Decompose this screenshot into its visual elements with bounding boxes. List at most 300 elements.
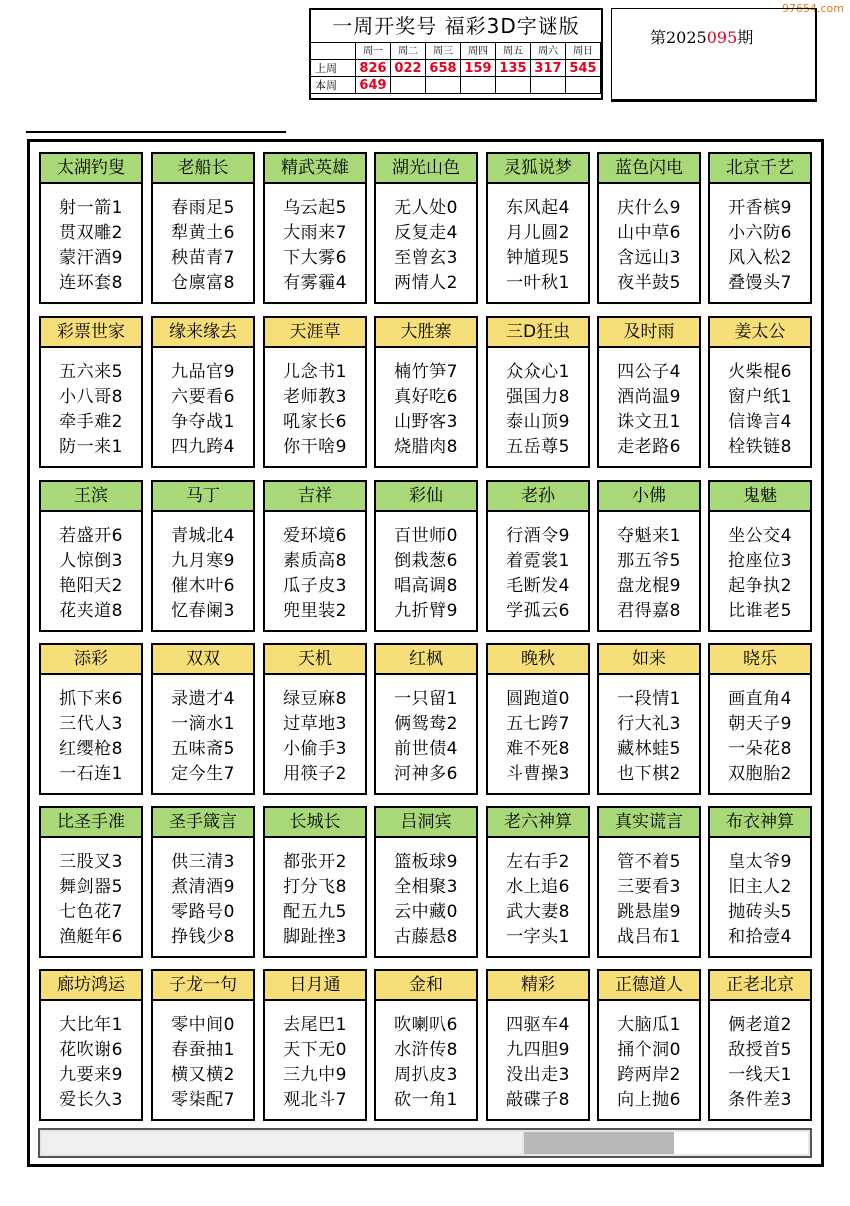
day-header: 周二 bbox=[391, 43, 426, 60]
riddle-line: 大脑瓜1 bbox=[617, 1015, 681, 1035]
riddle-line: 抛砖头5 bbox=[728, 902, 792, 922]
last-week-number: 826 bbox=[356, 60, 391, 77]
riddle-line: 防一来1 bbox=[59, 437, 123, 457]
riddle-line: 行大礼3 bbox=[617, 714, 681, 734]
puzzle-cell bbox=[708, 969, 812, 1121]
weekly-draw-table bbox=[309, 8, 603, 100]
cell-title: 王滨 bbox=[41, 482, 141, 512]
riddle-line: 捅个洞0 bbox=[617, 1040, 681, 1060]
riddle-line: 抓下来6 bbox=[59, 689, 123, 709]
cell-title: 湖光山色 bbox=[376, 154, 476, 184]
cell-items bbox=[376, 512, 476, 624]
riddle-line: 管不着5 bbox=[617, 852, 681, 872]
cell-items bbox=[710, 184, 810, 296]
this-week-number bbox=[531, 77, 566, 94]
riddle-line: 和拾壹4 bbox=[728, 927, 792, 947]
riddle-line: 下大雾6 bbox=[283, 248, 347, 268]
riddle-line: 一叶秋1 bbox=[506, 273, 570, 293]
this-week-number bbox=[566, 77, 601, 94]
cell-title: 北京千艺 bbox=[710, 154, 810, 184]
puzzle-cell bbox=[374, 806, 478, 958]
cell-items bbox=[376, 184, 476, 296]
footer-white-panel bbox=[674, 1132, 808, 1154]
puzzle-cell bbox=[597, 806, 701, 958]
watermark: 97654.com bbox=[782, 2, 844, 15]
footer-light-panel bbox=[42, 1132, 522, 1154]
riddle-line: 强国力8 bbox=[506, 387, 570, 407]
riddle-line: 河神多6 bbox=[394, 764, 458, 784]
riddle-line: 行酒令9 bbox=[506, 526, 570, 546]
riddle-line: 诛文丑1 bbox=[617, 412, 681, 432]
puzzle-cell bbox=[263, 643, 367, 795]
puzzle-cell bbox=[263, 316, 367, 468]
puzzle-cell bbox=[39, 316, 143, 468]
riddle-line: 五岳尊5 bbox=[506, 437, 570, 457]
riddle-line: 跳悬崖9 bbox=[617, 902, 681, 922]
cell-items bbox=[153, 675, 253, 787]
riddle-line: 楠竹笋7 bbox=[394, 362, 458, 382]
cell-items bbox=[153, 348, 253, 460]
riddle-line: 山野客3 bbox=[394, 412, 458, 432]
riddle-line: 三要看3 bbox=[617, 877, 681, 897]
cell-items bbox=[376, 675, 476, 787]
riddle-line: 信谗言4 bbox=[728, 412, 792, 432]
this-week-number bbox=[391, 77, 426, 94]
last-week-label: 上周 bbox=[311, 60, 356, 77]
riddle-line: 春蚕抽1 bbox=[171, 1040, 235, 1060]
cell-title: 彩仙 bbox=[376, 482, 476, 512]
day-header: 周六 bbox=[531, 43, 566, 60]
riddle-line: 过草地3 bbox=[283, 714, 347, 734]
cell-items bbox=[376, 1001, 476, 1113]
cell-title: 晚秋 bbox=[488, 645, 588, 675]
this-week-number bbox=[461, 77, 496, 94]
riddle-line: 武大妻8 bbox=[506, 902, 570, 922]
riddle-line: 学孤云6 bbox=[506, 601, 570, 621]
puzzle-cell bbox=[597, 152, 701, 304]
cell-items bbox=[599, 838, 699, 950]
cell-items bbox=[376, 838, 476, 950]
riddle-line: 着霓裳1 bbox=[506, 551, 570, 571]
riddle-line: 篮板球9 bbox=[394, 852, 458, 872]
cell-items bbox=[488, 184, 588, 296]
riddle-line: 左右手2 bbox=[506, 852, 570, 872]
cell-items bbox=[488, 348, 588, 460]
footer-gray-panel bbox=[524, 1132, 674, 1154]
cell-items bbox=[41, 675, 141, 787]
cell-title: 彩票世家 bbox=[41, 318, 141, 348]
riddle-line: 月儿圆2 bbox=[506, 223, 570, 243]
riddle-line: 老师教3 bbox=[283, 387, 347, 407]
cell-items bbox=[599, 1001, 699, 1113]
riddle-line: 开香槟9 bbox=[728, 198, 792, 218]
riddle-line: 舞剑器5 bbox=[59, 877, 123, 897]
riddle-line: 酒尚温9 bbox=[617, 387, 681, 407]
riddle-line: 庆什么9 bbox=[617, 198, 681, 218]
riddle-line: 风入松2 bbox=[728, 248, 792, 268]
riddle-line: 你干啥9 bbox=[283, 437, 347, 457]
riddle-line: 煮清酒9 bbox=[171, 877, 235, 897]
riddle-line: 定今生7 bbox=[171, 764, 235, 784]
puzzle-cell bbox=[708, 643, 812, 795]
riddle-line: 起争执2 bbox=[728, 576, 792, 596]
cell-items bbox=[41, 512, 141, 624]
riddle-line: 青城北4 bbox=[171, 526, 235, 546]
riddle-line: 夺魁来1 bbox=[617, 526, 681, 546]
day-header: 周四 bbox=[461, 43, 496, 60]
cell-items bbox=[41, 184, 141, 296]
cell-title: 正德道人 bbox=[599, 971, 699, 1001]
riddle-line: 录遗才4 bbox=[171, 689, 235, 709]
cell-items bbox=[710, 1001, 810, 1113]
puzzle-cell bbox=[151, 806, 255, 958]
puzzle-cell bbox=[486, 316, 590, 468]
cell-title: 太湖钓叟 bbox=[41, 154, 141, 184]
riddle-line: 横又横2 bbox=[171, 1065, 235, 1085]
cell-items bbox=[153, 838, 253, 950]
cell-items bbox=[710, 512, 810, 624]
riddle-line: 乌云起5 bbox=[283, 198, 347, 218]
riddle-line: 五七跨7 bbox=[506, 714, 570, 734]
riddle-line: 水上追6 bbox=[506, 877, 570, 897]
riddle-line: 周扒皮3 bbox=[394, 1065, 458, 1085]
cell-items bbox=[599, 348, 699, 460]
riddle-line: 绿豆麻8 bbox=[283, 689, 347, 709]
cell-title: 精武英雄 bbox=[265, 154, 365, 184]
riddle-line: 栓铁链8 bbox=[728, 437, 792, 457]
riddle-line: 九品官9 bbox=[171, 362, 235, 382]
riddle-line: 人惊倒3 bbox=[59, 551, 123, 571]
cell-items bbox=[599, 675, 699, 787]
riddle-line: 一字头1 bbox=[506, 927, 570, 947]
cell-items bbox=[488, 512, 588, 624]
riddle-line: 一石连1 bbox=[59, 764, 123, 784]
riddle-line: 四九跨4 bbox=[171, 437, 235, 457]
cell-title: 姜太公 bbox=[710, 318, 810, 348]
riddle-line: 零路号0 bbox=[171, 902, 235, 922]
riddle-line: 六要看6 bbox=[171, 387, 235, 407]
cell-title: 蓝色闪电 bbox=[599, 154, 699, 184]
riddle-line: 配五九5 bbox=[283, 902, 347, 922]
riddle-line: 至曾玄3 bbox=[394, 248, 458, 268]
cell-title: 红枫 bbox=[376, 645, 476, 675]
riddle-line: 条件差3 bbox=[728, 1090, 792, 1110]
cell-title: 天机 bbox=[265, 645, 365, 675]
riddle-line: 难不死8 bbox=[506, 739, 570, 759]
riddle-line: 窗户纸1 bbox=[728, 387, 792, 407]
cell-items bbox=[153, 184, 253, 296]
riddle-line: 全相聚3 bbox=[394, 877, 458, 897]
riddle-line: 一朵花8 bbox=[728, 739, 792, 759]
puzzle-cell bbox=[597, 969, 701, 1121]
cell-items bbox=[599, 512, 699, 624]
cell-items bbox=[488, 1001, 588, 1113]
riddle-line: 双胞胎2 bbox=[728, 764, 792, 784]
period-box bbox=[611, 8, 817, 102]
this-week-label: 本周 bbox=[311, 77, 356, 94]
cell-items bbox=[41, 1001, 141, 1113]
cell-title: 精彩 bbox=[488, 971, 588, 1001]
weekly-grid bbox=[311, 43, 601, 94]
riddle-line: 四公子4 bbox=[617, 362, 681, 382]
riddle-line: 用筷子2 bbox=[283, 764, 347, 784]
riddle-line: 蒙汗酒9 bbox=[59, 248, 123, 268]
riddle-line: 藏林蛙5 bbox=[617, 739, 681, 759]
this-week-number bbox=[496, 77, 531, 94]
puzzle-cell bbox=[263, 969, 367, 1121]
cell-title: 双双 bbox=[153, 645, 253, 675]
cell-title: 吕洞宾 bbox=[376, 808, 476, 838]
cell-items bbox=[265, 512, 365, 624]
puzzle-cell bbox=[151, 316, 255, 468]
footer-bar bbox=[38, 1128, 812, 1158]
riddle-line: 真好吃6 bbox=[394, 387, 458, 407]
riddle-line: 倒栽葱6 bbox=[394, 551, 458, 571]
puzzle-cell bbox=[708, 806, 812, 958]
puzzle-cell bbox=[597, 643, 701, 795]
riddle-line: 古藤悬8 bbox=[394, 927, 458, 947]
riddle-line: 犁黄土6 bbox=[171, 223, 235, 243]
cell-title: 老六神算 bbox=[488, 808, 588, 838]
riddle-line: 唱高调8 bbox=[394, 576, 458, 596]
cell-items bbox=[488, 838, 588, 950]
riddle-line: 众众心1 bbox=[506, 362, 570, 382]
riddle-line: 素质高8 bbox=[283, 551, 347, 571]
puzzle-cell bbox=[708, 152, 812, 304]
cell-items bbox=[41, 348, 141, 460]
riddle-line: 无人处0 bbox=[394, 198, 458, 218]
riddle-line: 争夺战1 bbox=[171, 412, 235, 432]
riddle-line: 比谁老5 bbox=[728, 601, 792, 621]
riddle-line: 都张开2 bbox=[283, 852, 347, 872]
riddle-line: 四驱车4 bbox=[506, 1015, 570, 1035]
cell-title: 大胜寨 bbox=[376, 318, 476, 348]
cell-items bbox=[153, 512, 253, 624]
cell-title: 吉祥 bbox=[265, 482, 365, 512]
cell-title: 如来 bbox=[599, 645, 699, 675]
riddle-line: 钟馗现5 bbox=[506, 248, 570, 268]
cell-title: 晓乐 bbox=[710, 645, 810, 675]
cell-title: 比圣手准 bbox=[41, 808, 141, 838]
riddle-line: 百世师0 bbox=[394, 526, 458, 546]
riddle-line: 跨两岸2 bbox=[617, 1065, 681, 1085]
cell-title: 老船长 bbox=[153, 154, 253, 184]
riddle-line: 毛断发4 bbox=[506, 576, 570, 596]
cell-title: 小佛 bbox=[599, 482, 699, 512]
riddle-line: 盘龙棍9 bbox=[617, 576, 681, 596]
cell-title: 正老北京 bbox=[710, 971, 810, 1001]
riddle-line: 吹喇叭6 bbox=[394, 1015, 458, 1035]
riddle-line: 一段情1 bbox=[617, 689, 681, 709]
divider-line bbox=[26, 131, 286, 133]
riddle-line: 花夹道8 bbox=[59, 601, 123, 621]
riddle-line: 朝天子9 bbox=[728, 714, 792, 734]
puzzle-cell bbox=[151, 152, 255, 304]
riddle-line: 含远山3 bbox=[617, 248, 681, 268]
riddle-line: 吼家长6 bbox=[283, 412, 347, 432]
riddle-line: 零中间0 bbox=[171, 1015, 235, 1035]
cell-title: 金和 bbox=[376, 971, 476, 1001]
cell-items bbox=[488, 675, 588, 787]
period-prefix: 第2025 bbox=[650, 28, 707, 47]
riddle-line: 坐公交4 bbox=[728, 526, 792, 546]
puzzle-cell bbox=[486, 643, 590, 795]
period-number: 095 bbox=[706, 28, 738, 47]
last-week-number: 135 bbox=[496, 60, 531, 77]
riddle-line: 贯双雕2 bbox=[59, 223, 123, 243]
puzzle-cell bbox=[486, 806, 590, 958]
riddle-line: 那五爷5 bbox=[617, 551, 681, 571]
riddle-line: 画直角4 bbox=[728, 689, 792, 709]
riddle-line: 九四胆9 bbox=[506, 1040, 570, 1060]
riddle-line: 去尾巴1 bbox=[283, 1015, 347, 1035]
puzzle-cell bbox=[263, 152, 367, 304]
riddle-line: 旧主人2 bbox=[728, 877, 792, 897]
cell-items bbox=[710, 675, 810, 787]
riddle-line: 东风起4 bbox=[506, 198, 570, 218]
riddle-line: 君得嘉8 bbox=[617, 601, 681, 621]
riddle-line: 一只留1 bbox=[394, 689, 458, 709]
header-title: 一周开奖号 福彩3D字谜版 bbox=[311, 10, 601, 43]
puzzle-cell bbox=[374, 316, 478, 468]
cell-title: 子龙一句 bbox=[153, 971, 253, 1001]
riddle-line: 俩老道2 bbox=[728, 1015, 792, 1035]
riddle-line: 催木叶6 bbox=[171, 576, 235, 596]
riddle-line: 水浒传8 bbox=[394, 1040, 458, 1060]
cell-title: 老孙 bbox=[488, 482, 588, 512]
cell-items bbox=[265, 184, 365, 296]
riddle-line: 走老路6 bbox=[617, 437, 681, 457]
cell-title: 添彩 bbox=[41, 645, 141, 675]
cell-items bbox=[41, 838, 141, 950]
riddle-line: 爱环境6 bbox=[283, 526, 347, 546]
cell-items bbox=[265, 348, 365, 460]
day-header: 周五 bbox=[496, 43, 531, 60]
cell-title: 长城长 bbox=[265, 808, 365, 838]
cell-title: 日月通 bbox=[265, 971, 365, 1001]
period-label bbox=[650, 25, 753, 48]
riddle-line: 敲碟子8 bbox=[506, 1090, 570, 1110]
riddle-line: 五六来5 bbox=[59, 362, 123, 382]
riddle-line: 春雨足5 bbox=[171, 198, 235, 218]
puzzle-cell bbox=[374, 969, 478, 1121]
riddle-line: 三九中9 bbox=[283, 1065, 347, 1085]
riddle-line: 秧苗青7 bbox=[171, 248, 235, 268]
riddle-line: 挣钱少8 bbox=[171, 927, 235, 947]
day-header: 周三 bbox=[426, 43, 461, 60]
riddle-line: 忆春阑3 bbox=[171, 601, 235, 621]
cell-title: 布衣神算 bbox=[710, 808, 810, 838]
riddle-line: 小六防6 bbox=[728, 223, 792, 243]
last-week-number: 658 bbox=[426, 60, 461, 77]
riddle-line: 三股叉3 bbox=[59, 852, 123, 872]
riddle-line: 斗曹操3 bbox=[506, 764, 570, 784]
puzzle-cell bbox=[374, 152, 478, 304]
puzzle-cell bbox=[486, 152, 590, 304]
cell-title: 缘来缘去 bbox=[153, 318, 253, 348]
riddle-line: 渔艇年6 bbox=[59, 927, 123, 947]
riddle-line: 山中草6 bbox=[617, 223, 681, 243]
riddle-line: 叠馒头7 bbox=[728, 273, 792, 293]
last-week-number: 545 bbox=[566, 60, 601, 77]
riddle-line: 若盛开6 bbox=[59, 526, 123, 546]
puzzle-grid-frame bbox=[27, 139, 824, 1167]
riddle-line: 有雾霾4 bbox=[283, 273, 347, 293]
riddle-line: 观北斗7 bbox=[283, 1090, 347, 1110]
cell-items bbox=[376, 348, 476, 460]
last-week-number: 159 bbox=[461, 60, 496, 77]
cell-items bbox=[710, 348, 810, 460]
riddle-line: 一线天1 bbox=[728, 1065, 792, 1085]
cell-title: 三D狂虫 bbox=[488, 318, 588, 348]
puzzle-cell bbox=[263, 480, 367, 632]
puzzle-cell bbox=[39, 643, 143, 795]
riddle-line: 两情人2 bbox=[394, 273, 458, 293]
riddle-line: 皇太爷9 bbox=[728, 852, 792, 872]
riddle-line: 连环套8 bbox=[59, 273, 123, 293]
riddle-line: 前世债4 bbox=[394, 739, 458, 759]
riddle-line: 小偷手3 bbox=[283, 739, 347, 759]
riddle-line: 花吹谢6 bbox=[59, 1040, 123, 1060]
riddle-line: 没出走3 bbox=[506, 1065, 570, 1085]
puzzle-cell bbox=[39, 806, 143, 958]
riddle-line: 泰山顶9 bbox=[506, 412, 570, 432]
riddle-line: 向上抛6 bbox=[617, 1090, 681, 1110]
riddle-line: 牵手难2 bbox=[59, 412, 123, 432]
cell-items bbox=[265, 675, 365, 787]
this-week-number: 649 bbox=[356, 77, 391, 94]
riddle-line: 抢座位3 bbox=[728, 551, 792, 571]
riddle-line: 敌授首5 bbox=[728, 1040, 792, 1060]
riddle-line: 艳阳天2 bbox=[59, 576, 123, 596]
cell-items bbox=[710, 838, 810, 950]
riddle-line: 供三清3 bbox=[171, 852, 235, 872]
riddle-line: 一滴水1 bbox=[171, 714, 235, 734]
puzzle-cell bbox=[39, 969, 143, 1121]
riddle-line: 仓廪富8 bbox=[171, 273, 235, 293]
day-header: 周一 bbox=[356, 43, 391, 60]
period-suffix: 期 bbox=[737, 28, 754, 47]
riddle-line: 五味斋5 bbox=[171, 739, 235, 759]
riddle-line: 七色花7 bbox=[59, 902, 123, 922]
last-week-number: 022 bbox=[391, 60, 426, 77]
riddle-line: 俩鸳鸯2 bbox=[394, 714, 458, 734]
day-header: 周日 bbox=[566, 43, 601, 60]
puzzle-cell bbox=[39, 152, 143, 304]
cell-title: 真实谎言 bbox=[599, 808, 699, 838]
riddle-line: 脚趾挫3 bbox=[283, 927, 347, 947]
riddle-line: 云中藏0 bbox=[394, 902, 458, 922]
puzzle-cell bbox=[374, 480, 478, 632]
riddle-line: 圆跑道0 bbox=[506, 689, 570, 709]
puzzle-cell bbox=[151, 643, 255, 795]
puzzle-cell bbox=[151, 480, 255, 632]
puzzle-cell bbox=[708, 316, 812, 468]
puzzle-cell bbox=[486, 480, 590, 632]
riddle-line: 射一箭1 bbox=[59, 198, 123, 218]
puzzle-cell bbox=[151, 969, 255, 1121]
riddle-line: 打分飞8 bbox=[283, 877, 347, 897]
this-week-number bbox=[426, 77, 461, 94]
last-week-number: 317 bbox=[531, 60, 566, 77]
cell-items bbox=[153, 1001, 253, 1113]
riddle-line: 火柴棍6 bbox=[728, 362, 792, 382]
cell-items bbox=[265, 838, 365, 950]
riddle-line: 儿念书1 bbox=[283, 362, 347, 382]
cell-title: 廊坊鸿运 bbox=[41, 971, 141, 1001]
riddle-line: 红缨枪8 bbox=[59, 739, 123, 759]
riddle-line: 九要来9 bbox=[59, 1065, 123, 1085]
